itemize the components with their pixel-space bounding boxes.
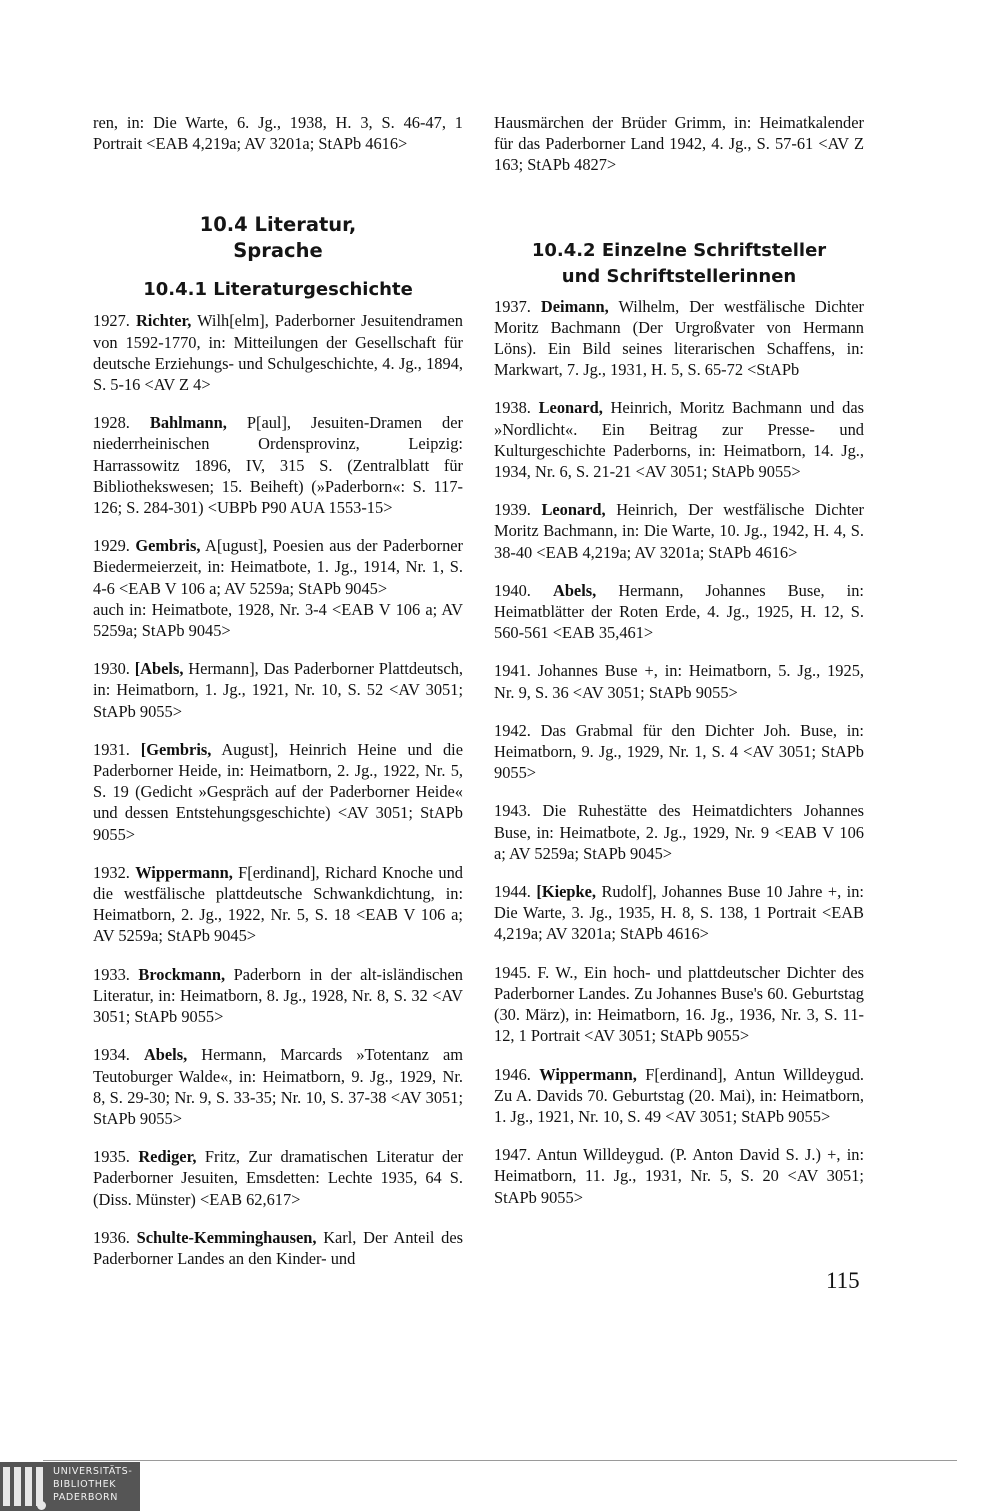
bibliography-entry	[494, 720, 864, 784]
bibliography-entry	[494, 881, 864, 945]
entry-author: [Abels,	[134, 659, 184, 679]
entry-number: 1941.	[494, 661, 531, 681]
entry-number: 1940.	[494, 580, 531, 600]
bibliography-entry	[494, 397, 864, 482]
bibliography-entry	[494, 1064, 864, 1128]
entry-author: Wippermann,	[135, 862, 233, 882]
entry-author: Schulte-Kemminghausen,	[136, 1227, 317, 1247]
entry-text: Wilhelm, Der westfälische Dichter Moritz Bachmann (Der Urgroßvater von Hermann Löns). Ein Bild seines literarischen Schaffens, in: Markwart, 7. Jg., 1931, H. 5, S. 65-72 <StAPb	[494, 296, 864, 380]
entry-author: Deimann,	[540, 296, 609, 316]
entry-number: 1932.	[93, 862, 130, 882]
bibliography-entry	[494, 296, 864, 381]
logo-line2: BIBLIOTHEK	[53, 1479, 117, 1490]
entry-text: F[erdinand], Antun Willdeygud. Zu A. Davids 70. Geburtstag (20. Mai), in: Heimatborn, 1. Jg., 1921, Nr. 10, S. 49 <AV 3051; StAPb 9055>	[494, 1064, 864, 1126]
section-title-line2: Sprache	[233, 239, 323, 263]
subsection-title: 10.4.1 Literaturgeschichte	[143, 279, 413, 301]
entry-number: 1933.	[93, 964, 130, 984]
entry-author: Bahlmann,	[149, 413, 227, 433]
continued-entry: Hausmärchen der Brüder Grimm, in: Heimatkalender für das Paderborner Land 1942, 4. Jg., S. 57-61 <AV Z 163; StAPb 4827>	[494, 113, 864, 175]
entry-author: Leonard,	[538, 398, 603, 418]
entry-text: Johannes Buse +, in: Heimatborn, 5. Jg., 1925, Nr. 9, S. 36 <AV 3051; StAPb 9055>	[494, 661, 864, 702]
left-entry-list	[93, 310, 463, 1269]
bibliography-entry	[93, 862, 463, 947]
entry-number: 1942.	[494, 720, 531, 740]
bibliography-entry	[93, 1044, 463, 1129]
library-logo-text	[53, 1465, 132, 1504]
entry-text: A[ugust], Poesien aus der Paderborner Biedermeierzeit, in: Heimatbote, 1. Jg., 1914, Nr. 1, S. 4-6 <EAB V 106 a; AV 5259a; StAPb 9045>	[93, 536, 463, 598]
entry-text: P[aul], Jesuiten-Dramen der niederrheinischen Ordensprovinz, Leipzig: Harrassowitz 1896, IV, 315 S. (Zentralblatt für Bibliothekswesen; 15. Beiheft) (»Paderborn«: S. 117-126; S. 284-301) <UBPb P90 AUA 1553-15>	[93, 413, 463, 518]
bibliography-entry	[494, 499, 864, 563]
entry-number: 1943.	[494, 801, 531, 821]
bibliography-entry	[494, 660, 864, 702]
page-number: 115	[826, 1268, 860, 1293]
entry-author: Rediger,	[138, 1147, 197, 1167]
bibliography-entry	[93, 310, 463, 395]
subsection-title	[494, 238, 864, 290]
entry-number: 1947.	[494, 1145, 531, 1165]
continued-entry: ren, in: Die Warte, 6. Jg., 1938, H. 3, S. 46-47, 1 Portrait <EAB 4,219a; AV 3201a; StAPb 4616>	[93, 113, 463, 154]
entry-number: 1945.	[494, 962, 531, 982]
entry-author: [Kiepke,	[536, 882, 597, 902]
entry-text: Hermann, Johannes Buse, in: Heimatblätter der Roten Erde, 4. Jg., 1925, H. 12, S. 560-561 <EAB 35,461>	[494, 580, 864, 643]
library-dot-icon	[37, 1501, 46, 1510]
entry-author: Gembris,	[135, 536, 201, 556]
entry-text: Hermann, Marcards »Totentanz am Teutoburger Walde«, in: Heimatborn, 9. Jg., 1929, Nr. 8, S. 29-30; Nr. 9, S. 33-35; Nr. 10, S. 37-38 <AV 3051; StAPb 9055>	[93, 1045, 464, 1128]
entry-author: [Gembris,	[140, 739, 212, 759]
entry-number: 1928.	[93, 413, 130, 433]
entry-author: Leonard,	[541, 500, 606, 520]
entry-text: Rudolf], Johannes Buse 10 Jahre +, in: Die Warte, 3. Jg., 1935, H. 8, S. 138, 1 Portrait <EAB 4,219a; AV 3201a; StAPb 4616>	[494, 882, 864, 944]
right-entry-list	[494, 296, 864, 1208]
subsection-title-line1: 10.4.2 Einzelne Schriftsteller	[531, 239, 827, 261]
entry-text: August], Heinrich Heine und die Paderborner Heide, in: Heimatborn, 2. Jg., 1922, Nr. 5, S. 19 (Gedicht »Gespräch auf der Paderborner Heide« und dessen Entstehungsgeschichte) <AV 3051; StAPb 9055>	[93, 739, 463, 844]
entry-author: Brockmann,	[138, 964, 226, 984]
section-title-line1: 10.4 Literatur,	[199, 213, 357, 237]
bibliography-entry	[93, 412, 463, 518]
entry-author: Abels,	[552, 580, 597, 600]
entry-text: Die Ruhestätte des Heimatdichters Johannes Buse, in: Heimatbote, 2. Jg., 1929, Nr. 9 <EAB V 106 a; AV 5259a; StAPb 9045>	[494, 801, 864, 863]
entry-text: Paderborn in der alt-isländischen Literatur, in: Heimatborn, 8. Jg., 1928, Nr. 8, S. 32 <AV 3051; StAPb 9055>	[93, 964, 463, 1027]
bibliography-entry	[93, 535, 463, 599]
bibliography-entry	[494, 1144, 864, 1208]
entry-number: 1946.	[494, 1064, 531, 1084]
bibliography-entry	[494, 800, 864, 864]
left-column	[93, 112, 463, 1286]
bibliography-entry	[93, 1227, 463, 1269]
subsection-title-line2: und Schriftstellerinnen	[561, 265, 797, 287]
bibliography-entry	[93, 1146, 463, 1210]
entry-text: Heinrich, Der westfälische Dichter Moritz Bachmann, in: Die Warte, 10. Jg., 1942, H. 4, S. 38-40 <EAB 4,219a; AV 3201a; StAPb 4616>	[494, 500, 864, 562]
entry-number: 1935.	[93, 1147, 130, 1167]
bibliography-entry	[93, 964, 463, 1028]
entry-number: 1944.	[494, 882, 531, 902]
logo-line3: PADERBORN	[53, 1492, 119, 1503]
entry-text: F. W., Ein hoch- und plattdeutscher Dichter des Paderborner Landes. Zu Johannes Buse's 60. Geburtstag (30. März), in: Heimatborn, 16. Jg., 1936, Nr. 3, S. 11-12, 1 Portrait <AV 3051; StAPb 9055>	[494, 962, 864, 1046]
right-column	[494, 112, 864, 1225]
logo-line1: UNIVERSITÄTS-	[53, 1466, 133, 1477]
entry-number: 1938.	[494, 398, 531, 418]
entry-text: Karl, Der Anteil des Paderborner Landes an den Kinder- und	[93, 1227, 464, 1268]
entry-note: auch in: Heimatbote, 1928, Nr. 3-4 <EAB V 106 a; AV 5259a; StAPb 9045>	[93, 599, 463, 641]
bibliography-entry	[494, 580, 864, 644]
entry-number: 1927.	[93, 311, 130, 331]
entry-number: 1929.	[93, 536, 130, 556]
entry-text: Fritz, Zur dramatischen Literatur der Paderborner Jesuiten, Emsdetten: Lechte 1935, 64 S. (Diss. Münster) <EAB 62,617>	[93, 1147, 463, 1209]
entry-text: Heinrich, Moritz Bachmann und das »Nordlicht«. Ein Beitrag zur Presse- und Kulturgeschichte Paderborns, in: Heimatborn, 14. Jg., 1934, Nr. 6, S. 21-21 <AV 3051; StAPb 9055>	[494, 398, 864, 482]
entry-number: 1931.	[93, 739, 130, 759]
entry-text: Wilh[elm], Paderborner Jesuitendramen von 1592-1770, in: Mitteilungen der Gesellschaft für deutsche Erziehungs- und Schulgeschichte, 4. Jg., 1894, S. 5-16 <AV Z 4>	[93, 311, 463, 395]
entry-number: 1937.	[494, 296, 531, 316]
section-title	[93, 212, 463, 264]
footer-rule	[43, 1460, 957, 1461]
bibliography-entry	[93, 658, 463, 722]
entry-number: 1930.	[93, 659, 130, 679]
bibliography-entry	[93, 739, 463, 845]
bibliography-entry	[494, 962, 864, 1047]
entry-text: Hermann], Das Paderborner Plattdeutsch, in: Heimatborn, 1. Jg., 1921, Nr. 10, S. 52 <AV 3051; StAPb 9055>	[93, 659, 463, 721]
entry-number: 1934.	[93, 1045, 130, 1065]
entry-author: Abels,	[143, 1045, 188, 1065]
entry-author: Wippermann,	[539, 1064, 637, 1084]
entry-text: F[erdinand], Richard Knoche und die westfälische plattdeutsche Schwankdichtung, in: Heimatborn, 2. Jg., 1922, Nr. 5, S. 18 <EAB V 106 a; AV 5259a; StAPb 9045>	[93, 862, 463, 946]
entry-number: 1939.	[494, 500, 531, 520]
entry-text: Das Grabmal für den Dichter Joh. Buse, in: Heimatborn, 9. Jg., 1929, Nr. 1, S. 4 <AV 3051; StAPb 9055>	[494, 720, 864, 783]
entry-text: Antun Willdeygud. (P. Anton David S. J.) +, in: Heimatborn, 11. Jg., 1931, Nr. 5, S. 20 <AV 3051; StAPb 9055>	[494, 1145, 864, 1207]
entry-number: 1936.	[93, 1227, 130, 1247]
entry-author: Richter,	[135, 311, 192, 331]
library-logo	[0, 1462, 140, 1511]
